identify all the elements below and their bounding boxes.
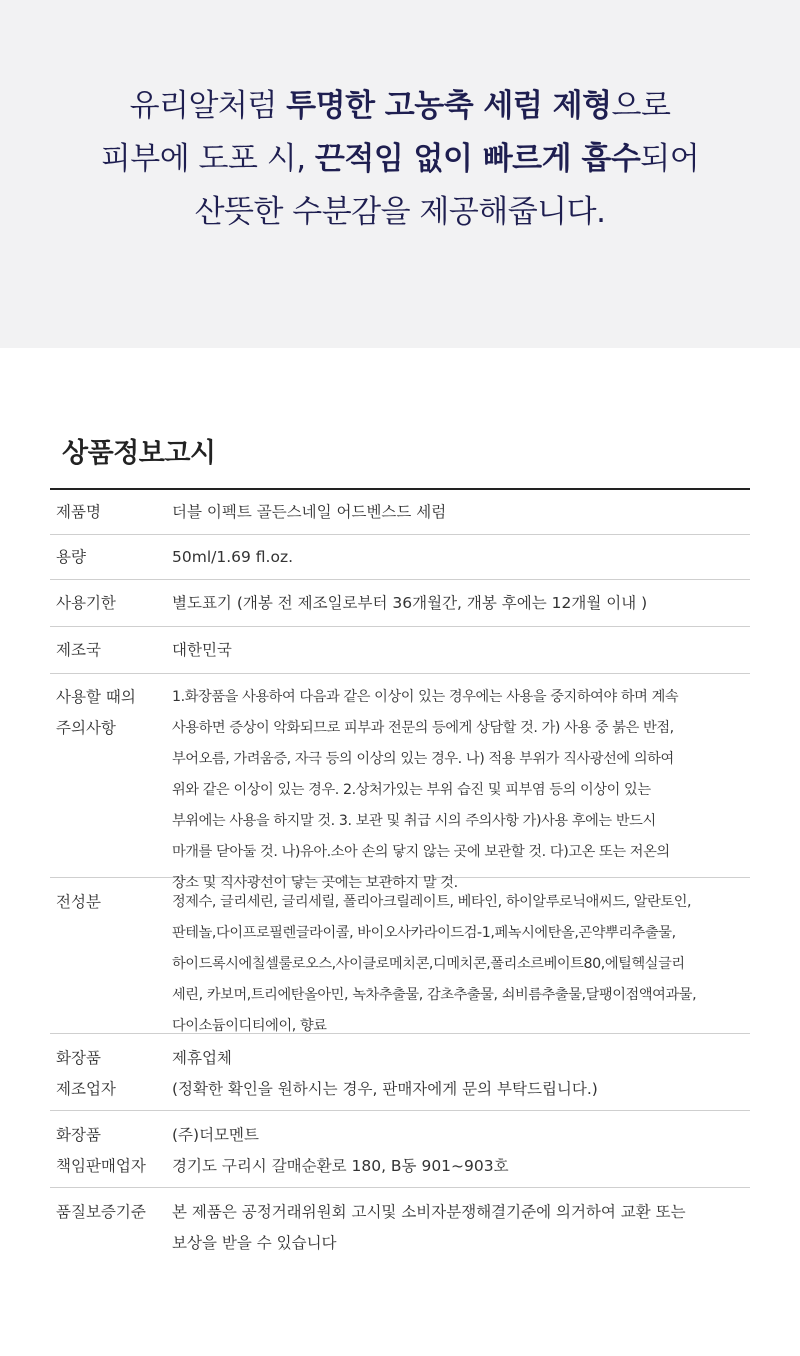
hero-text: 되어 bbox=[640, 141, 700, 177]
row-value: 대한민국 bbox=[172, 640, 232, 659]
row-label: 전성분 bbox=[56, 893, 101, 911]
row-value bbox=[172, 1120, 750, 1187]
hero-line-3: 산뜻한 수분감을 제공해줍니다. bbox=[194, 194, 606, 230]
row-value-line: 판테놀,다이프로필렌글라이콜, 바이오사카라이드검-1,페녹시에탄올,곤약뿌리추출물, bbox=[172, 925, 676, 941]
row-value-line: 경기도 구리시 갈매순환로 180, B동 901~903호 bbox=[172, 1157, 509, 1175]
row-value-line: 보상을 받을 수 있습니다 bbox=[172, 1234, 337, 1252]
hero-text: 피부에 도포 시, bbox=[100, 141, 315, 177]
row-value-line: 장소 및 직사광선이 닿는 곳에는 보관하지 말 것. bbox=[172, 875, 458, 891]
row-label-line: 주의사항 bbox=[56, 719, 116, 737]
info-table bbox=[50, 488, 750, 1268]
row-label-line: 제조업자 bbox=[56, 1080, 116, 1098]
row-value-line: 하이드록시에칠셀룰로오스,사이클로메치콘,디메치콘,폴리소르베이트80,에틸헥실글리 bbox=[172, 956, 685, 972]
row-value-line: 세린, 카보머,트리에탄올아민, 녹차추출물, 감초추출물, 쇠비름추출물,달팽이점액여과물, bbox=[172, 987, 697, 1003]
row-value-line: 사용하면 증상이 악화되므로 피부과 전문의 등에게 상담할 것. 가) 사용 중 붉은 반점, bbox=[172, 720, 674, 736]
table-row bbox=[50, 535, 750, 580]
section-title: 상품정보고시 bbox=[62, 438, 216, 469]
hero-emphasis: 투명한 고농축 세럼 제형 bbox=[286, 88, 612, 124]
row-value bbox=[172, 887, 750, 1033]
row-label-line: 화장품 bbox=[56, 1126, 101, 1144]
row-label bbox=[50, 682, 172, 877]
row-label: 제조국 bbox=[56, 640, 101, 659]
table-row bbox=[50, 1034, 750, 1111]
hero-text: 유리알처럼 bbox=[129, 88, 287, 124]
row-label-line: 책임판매업자 bbox=[56, 1157, 146, 1175]
row-value-line: 1.화장품을 사용하여 다음과 같은 이상이 있는 경우에는 사용을 중지하여야 하며 계속 bbox=[172, 689, 679, 705]
row-value-line: (정확한 확인을 원하시는 경우, 판매자에게 문의 부탁드립니다.) bbox=[172, 1080, 598, 1098]
row-value: 더블 이펙트 골든스네일 어드벤스드 세럼 bbox=[172, 502, 447, 521]
row-label-line: 사용할 때의 bbox=[56, 688, 136, 706]
hero-text: 으로 bbox=[611, 88, 671, 124]
row-value-line: 부어오름, 가려움증, 자극 등의 이상의 있는 경우. 나) 적용 부위가 직사광선에 의하여 bbox=[172, 751, 674, 767]
table-row bbox=[50, 1188, 750, 1268]
row-label: 제품명 bbox=[56, 502, 101, 521]
row-label-line: 화장품 bbox=[56, 1049, 101, 1067]
row-value-line: 본 제품은 공정거래위원회 고시및 소비자분쟁해결기준에 의거하여 교환 또는 bbox=[172, 1203, 686, 1221]
table-row bbox=[50, 1111, 750, 1188]
product-info-notice bbox=[50, 425, 750, 1268]
row-label bbox=[50, 1043, 172, 1110]
row-value-line: 위와 같은 이상이 있는 경우. 2.상처가있는 부위 습진 및 피부염 등의 이상이 있는 bbox=[172, 782, 651, 798]
row-value bbox=[172, 682, 750, 891]
row-value-line: 다이소듐이디티에이, 향료 bbox=[172, 1018, 327, 1034]
table-row bbox=[50, 580, 750, 627]
row-value-line: (주)더모멘트 bbox=[172, 1126, 259, 1144]
row-label: 품질보증기준 bbox=[56, 1203, 146, 1221]
hero-banner bbox=[0, 0, 800, 348]
table-row bbox=[50, 674, 750, 891]
row-value: 50ml/1.69 fl.oz. bbox=[172, 547, 294, 566]
hero-line-2 bbox=[0, 133, 800, 186]
row-value-line: 부위에는 사용을 하지말 것. 3. 보관 및 취급 시의 주의사항 가)사용 후에는 반드시 bbox=[172, 813, 656, 829]
hero-line-1 bbox=[0, 80, 800, 133]
row-value-line: 제휴업체 bbox=[172, 1049, 232, 1067]
row-value bbox=[172, 1197, 750, 1268]
row-label: 사용기한 bbox=[56, 593, 116, 612]
row-value-line: 마개를 닫아둘 것. 나)유아.소아 손의 닿지 않는 곳에 보관할 것. 다)고온 또는 저온의 bbox=[172, 844, 670, 860]
row-label: 용량 bbox=[56, 547, 86, 566]
row-value-line: 정제수, 글리세린, 글리세릴, 폴리아크릴레이트, 베타인, 하이알루로닉애씨드, 알란토인, bbox=[172, 894, 692, 910]
row-value: 별도표기 (개봉 전 제조일로부터 36개월간, 개봉 후에는 12개월 이내 ) bbox=[172, 593, 648, 612]
table-row bbox=[50, 490, 750, 535]
table-row bbox=[50, 878, 750, 1034]
hero-emphasis: 끈적임 없이 빠르게 흡수 bbox=[314, 141, 641, 177]
row-value bbox=[172, 1043, 750, 1110]
row-label bbox=[50, 1120, 172, 1187]
table-row bbox=[50, 627, 750, 674]
